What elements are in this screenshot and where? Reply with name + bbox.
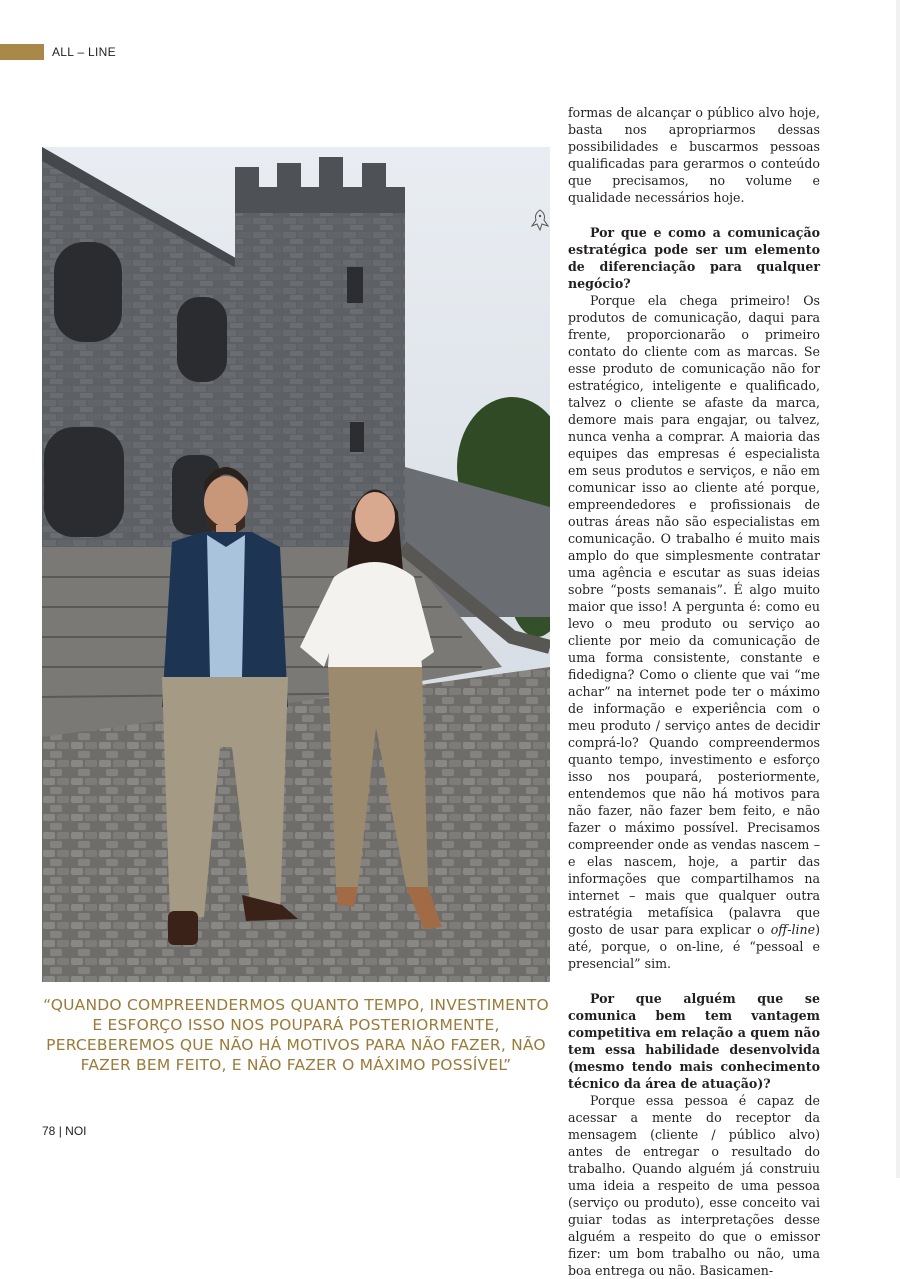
italic-term: off-line <box>770 922 816 937</box>
article-column <box>568 104 820 1279</box>
paragraph-text: ) até, porque, o on-line, é “pessoal e presencial” sim. <box>568 922 820 971</box>
paragraph: Porque essa pessoa é capaz de acessar a mente do receptor da mensagem (cliente / público alvo) antes de entregar o resultado do trabalho. Quando alguém já construiu uma ideia a respeito de uma pessoa (serviço ou produto), esse conceito vai guiar todas as interpretações desse alguém a respeito do que o emissor fizer: um bom trabalho ou não, uma boa entrega ou não. Basicamen- <box>568 1093 820 1278</box>
feature-photo <box>42 147 550 982</box>
page-number: 78 <box>42 1124 56 1138</box>
paragraph-text: Porque ela chega primeiro! Os produtos de comunicação, daqui para frente, proporcionarão o primeiro contato do cliente com as marcas. Se esse produto de comunicação não for estratégico, inteligente e qualificado, talvez o cliente se afaste da marca, demore mais para engajar, ou talvez, nunca venha a comprar. A maioria das equipes das empresas é especialista em seus produtos e serviços, e não em comunicar isso ao cliente até porque, empreendedores e profissionais de outras áreas não são especialistas em comunicação. O trabalho é muito mais amplo do que simplesmente contratar uma agência e escutar as suas ideias sobre “posts semanais”. É algo muito maior que isso! A pergunta é: como eu levo o meu produto ou serviço ao cliente por meio da comunicação de uma forma consistente, constante e fidedigna? Como o cliente que vai “me achar” na internet pode ter o máximo de informação e experiência com o meu produto / serviço antes de decidir comprá-lo? Quando compreendermos quanto tempo, investimento e esforço isso nos poupará, posteriormente, entendemos que não há motivos para não fazer, não fazer bem feito, e não fazer o máximo possível. Precisamos compreender onde as vendas nascem – e elas nascem, hoje, a partir das informações que compartilhamos na internet – mais que qualquer outra estratégia metafísica (palavra que gosto de usar para explicar o <box>568 293 820 937</box>
paragraph: formas de alcançar o público alvo hoje, basta nos apropriarmos dessas possibilidades e buscarmos pessoas qualificadas para gerarmos o conteúdo que precisamos, no volume e qualidade necessários hoje. <box>568 105 820 205</box>
interview-question: Por que e como a comunicação estratégica pode ser um elemento de diferenciação para qualquer negócio? <box>568 225 820 291</box>
page-edge <box>896 0 900 1178</box>
pull-quote: “QUANDO COMPREENDERMOS QUANTO TEMPO, INVESTIMENTO E ESFORÇO ISSO NOS POUPARÁ POSTERIORMENTE, PERCEBEREMOS QUE NÃO HÁ MOTIVOS PARA NÃO FAZER, NÃO FAZER BEM FEITO, E NÃO FAZER O MÁXIMO POSSÍVEL” <box>43 996 549 1074</box>
interview-question: Por que alguém que se comunica bem tem vantagem competitiva em relação a quem não tem essa habilidade desenvolvida (mesmo tendo mais conhecimento técnico da área de atuação)? <box>568 991 820 1091</box>
magazine-name: NOI <box>65 1124 87 1138</box>
bird-icon <box>528 206 552 240</box>
paragraph <box>568 292 820 972</box>
section-label: ALL – LINE <box>52 45 116 59</box>
folio-separator: | <box>58 1124 62 1138</box>
page-folio <box>42 1124 87 1138</box>
section-color-bar <box>0 44 44 60</box>
